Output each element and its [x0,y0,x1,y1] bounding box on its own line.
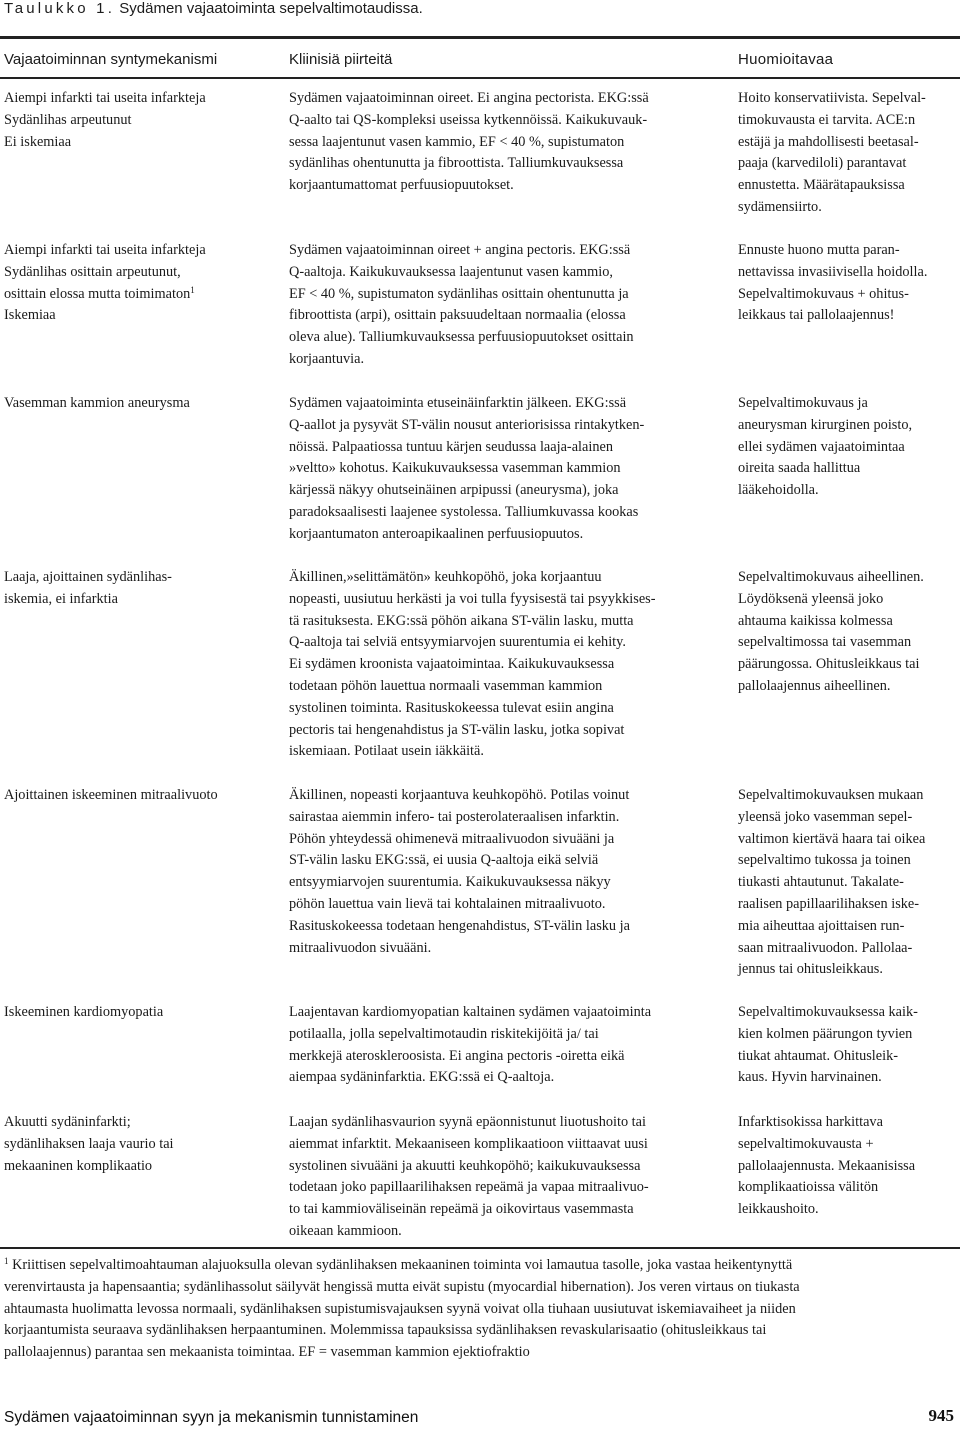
table-row-2-clinical: Sydämen vajaatoiminnan oireet + angina pectoris. EKG:ssä Q-aaltoja. Kaikukuvauksessa laajentunut vasen kammio, EF < 40 %, supistumaton sydänlihas osittain ohentunutta ja fibroottista (arpi), osittain paksuudeltaan normaalia (elossa oleva alue). Talliumkuvauksessa perfuusiopuutokset osittain korjaantuvia. [289,242,634,367]
table-row-4-mechanism: Laaja, ajoittainen sydänlihas- iskemia, ei infarktia [4,569,172,607]
table-row-5-clinical: Äkillinen, nopeasti korjaantuva keuhkopöhö. Potilas voinut sairastaa aiemmin infero- tai posterolateraalisen infarktin. Pöhön yhteydessä ohimenevä mitraalivuodon sivuääni ja ST-välin lasku EKG:ssä, ei uusia Q-aaltoja eikä selviä entsyymiarvojen suurentumia. Kaikukuvauksessa näkyy pöhön lauettua vain lievä tai kohtalainen mitraalivuoto. Rasituskokeessa todetaan hengenahdistus, ST-välin lasku ja mitraalivuodon sivuääni. [289,787,630,956]
footnote-mark: 1 [190,284,195,295]
table-row-2-notes: Ennuste huono mutta paran- nettavissa invasiivisella hoidolla. Sepelvaltimokuvaus + ohitus- leikkaus tai pallolaajennus! [738,242,928,324]
table-row-5-notes: Sepelvaltimokuvauksen mukaan yleensä joko vasemman sepel- valtimon kiertävä haara tai oikea sepelvaltimo tukossa ja toinen tiukasti ahtautunut. Takalate- raalisen papillaarilihaksen iske- mia aiheuttaa ajoittaisen run- saan mitraalivuodon. Pallolaa- jennus tai ohitusleikkaus. [738,787,926,978]
table-row-5-mechanism: Ajoittainen iskeeminen mitraalivuoto [4,787,218,803]
table-row-1-mechanism: Aiempi infarkti tai useita infarkteja Sydänlihas arpeutunut Ei iskemiaa [4,90,206,150]
table-header [0,50,960,70]
running-footer-title: Sydämen vajaatoiminnan syyn ja mekanismin tunnistaminen [4,1409,419,1426]
table-row-1-clinical: Sydämen vajaatoiminnan oireet. Ei angina pectorista. EKG:ssä Q-aalto tai QS-kompleksi useissa kytkennöissä. Kaikukuvauk- sessa laajentunut vasen kammio, EF < 40 %, supistumaton sydänlihas ohentunutta ja fibroottista. Talliumkuvauksessa korjaantumattomat perfuusiopuutokset. [289,90,649,194]
table-row-7-mechanism: Akuutti sydäninfarkti; sydänlihaksen laaja vaurio tai mekaaninen komplikaatio [4,1114,174,1174]
table-row-1-notes: Hoito konservatiivista. Sepelval- timokuvausta ei tarvita. ACE:n estäjä ja mahdollisesti beetasal- paaja (karvediloli) parantavat ennustetta. Määrätapauksissa sydämensiirto. [738,90,926,215]
table-row-6-mechanism: Iskeeminen kardiomyopatia [4,1004,164,1020]
column-header-mechanism: Vajaatoiminnan syntymekanismi [4,51,218,68]
table-row-3-notes: Sepelvaltimokuvaus ja aneurysman kirurginen poisto, ellei sydämen vajaatoimintaa oireita saada hallittua lääkehoidolla. [738,395,913,499]
table-row-2-mechanism: Aiempi infarkti tai useita infarkteja Sydänlihas osittain arpeutunut, osittain elossa mutta toimimaton$^1$ Iskemiaa [4,242,206,324]
table-caption-title: Sydämen vajaatoiminta sepelvaltimotaudissa. [119,0,423,17]
table-row-7-clinical: Laajan sydänlihasvaurion syynä epäonnistunut liuotushoito tai aiemmat infarktit. Mekaaniseen komplikaatioon viittaavat uusi systolinen sivuääni ja akuutti keuhkopöhö; kaikukuvauksessa todetaan joko papillaarilihaksen repeämä ja vapaa mitraalivuo- to tai kammioväliseinän repeämä ja oikovirtaus vasemmasta oikeaan kammioon. [289,1114,649,1239]
column-header-clinical: Kliinisiä piirteitä [289,51,393,68]
table-row-7-notes: Infarktisokissa harkittava sepelvaltimokuvausta + pallolaajennusta. Mekaanisissa komplikaatioissa välitön leikkaushoito. [738,1114,916,1218]
table-caption [4,0,423,18]
table-row-3-clinical: Sydämen vajaatoiminta etuseinäinfarktin jälkeen. EKG:ssä Q-aallot ja pysyvät ST-välin nousut anteriorisissa rintakytken- nöissä. Palpaatiossa tuntuu kärjen seudussa laaja-alainen »veltto» kohotus. Kaikukuvauksessa vasemman kammion kärjessä näkyy ohutseinäinen arpipussi (aneurysma), joka paradoksaalisesti laajenee systolessa. Talliumkuvassa kookas korjaantumaton anteroapikaalinen perfuusiopuutos. [289,395,645,542]
column-header-notes: Huomioitavaa [738,51,834,68]
table-row-3-mechanism: Vasemman kammion aneurysma [4,395,190,411]
table-row-6-clinical: Laajentavan kardiomyopatian kaltainen sydämen vajaatoiminta potilaalla, jolla sepelvaltimotaudin riskitekijöitä ja/ tai merkkejä ateroskleroosista. Ei angina pectoris -oiretta eikä aiempaa sydäninfarktia. EKG:ssä ei Q-aaltoja. [289,1004,652,1086]
table-caption-label: Taulukko 1. [4,0,116,17]
table-footnote: $^1$ Kriittisen sepelvaltimoahtauman alajuoksulla olevan sydänlihaksen mekaaninen toiminta voi lamautua tasolle, joka vastaa heikentynyttä verenvirtausta ja hapensaantia; sydänlihassolut säilyvät hengissä mutta eivät supistu (myocardial hibernation). Jos veren virtaus on tiukasta ahtaumasta huolimatta levossa normaali, sydänlihaksen supistumisvajauksen syynä voivat olla tiuhaan uusiutuvat iskemiavaiheet ja niiden korjaantumista seuraava sydänlihaksen herpaantuminen. Molemmissa tapauksissa sydänlihaksen revaskularisaatio (ohitusleikkaus tai pallolaajennus) parantaa sen mekaanista toimintaa. EF = vasemman kammion ejektiofraktio [4,1256,800,1361]
table-row-4-clinical: Äkillinen,»selittämätön» keuhkopöhö, joka korjaantuu nopeasti, uusiutuu herkästi ja voi tulla fyysisestä tai psyykkises- tä rasituksesta. EKG:ssä pöhön aikana ST-välin lasku, mutta Q-aaltoja tai selviä entsyymiarvojen suurentumia ei kehity. Ei sydämen kroonista vajaatoimintaa. Kaikukuvauksessa todetaan pöhön lauettua normaali vasemman kammion systolinen toiminta. Rasituskokeessa tulevat esiin angina pectoris tai hengenahdistus ja ST-välin lasku, jotka sopivat iskemiaan. Potilaat usein iäkkäitä. [289,569,656,760]
table-top-rule [0,36,960,39]
page-number: 945 [928,1406,954,1425]
table-row-6-notes: Sepelvaltimokuvauksessa kaik- kien kolmen päärungon tyvien tiukat ahtaumat. Ohitusleik- kaus. Hyvin harvinainen. [738,1004,918,1086]
footnote-mark: 1 [4,1256,9,1266]
table-row-4-notes: Sepelvaltimokuvaus aiheellinen. Löydöksenä yleensä joko ahtauma kaikissa kolmessa sepelvaltimossa tai vasemman päärungossa. Ohitusleikkaus tai pallolaajennus aiheellinen. [738,569,924,694]
table-header-rule [0,77,960,79]
table-bottom-rule [0,1247,960,1249]
